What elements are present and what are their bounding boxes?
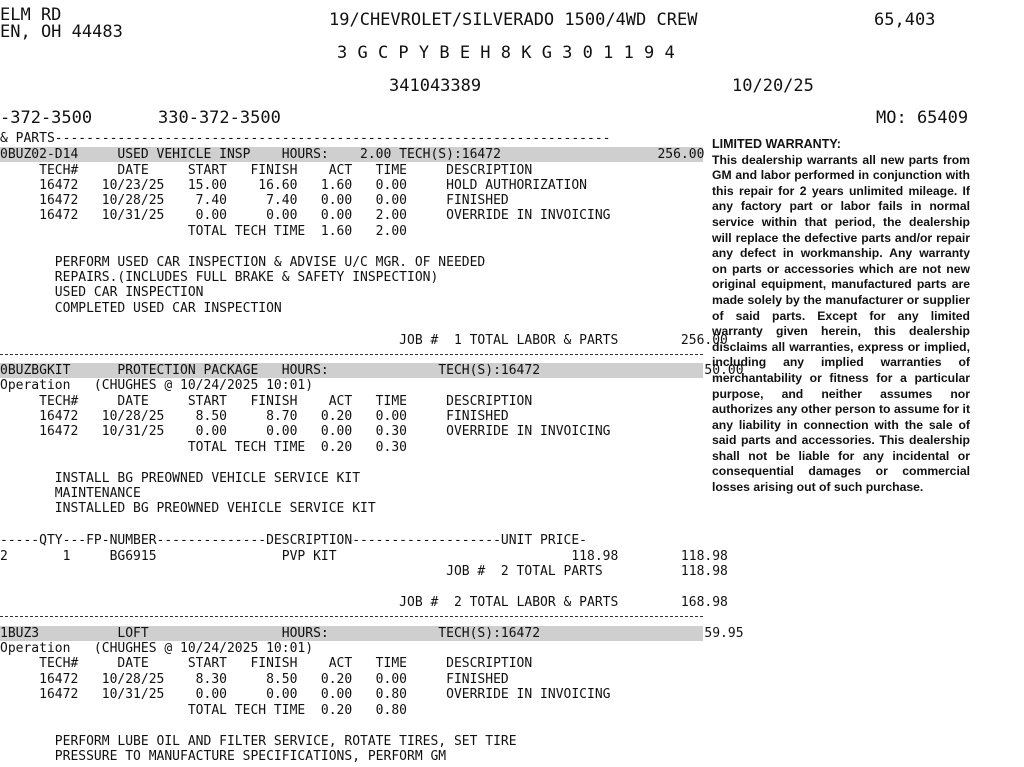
job-1-description: USED CAR INSPECTION (0, 285, 204, 300)
job-3-total-tech-time: TOTAL TECH TIME 0.20 0.80 (0, 703, 407, 718)
warranty-body: This dealership warrants all new parts from GM and labor performed in conjunction with this repair for 2 years unlimited mileage. If any factory part or labor fails in normal service within that period, the dealership will replace the defective parts and/or repair any defect in workmanship. Any warranty on parts or accessories which are not new original equipment, manufactured parts are made solely by the manufacturer or supplier of said parts. Except for any limited warranty given herein, this dealership disclaims all warranties, express or implied, including any implied warranties of merchantability or fitness for a particular purpose, and neither assumes nor authorizes any other person to assume for it any liability in connection with the sale of said parts and accessories. This dealership shall not be liable for any incidental or consequential damages or commercial losses arising out of such purchase. (712, 152, 970, 495)
job-2-description: INSTALLED BG PREOWNED VEHICLE SERVICE KIT (0, 501, 376, 516)
job-3-description: PERFORM LUBE OIL AND FILTER SERVICE, ROTATE TIRES, SET TIRE (0, 734, 517, 749)
job-2-description: MAINTENANCE (0, 486, 141, 501)
warranty-title: LIMITED WARRANTY: (712, 137, 841, 151)
job-2-total-parts: JOB # 2 TOTAL PARTS 118.98 (0, 564, 728, 579)
labor-parts-section-header: & PARTS----------------------------------------------------------------------- (0, 131, 611, 146)
ro-date: 10/20/25 (732, 76, 814, 96)
job-3-operation: Operation (CHUGHES @ 10/24/2025 10:01) (0, 641, 314, 656)
job-2-tech-row: 16472 10/31/25 0.00 0.00 0.00 0.30 OVERRIDE IN INVOICING (0, 424, 611, 439)
job-1-description: REPAIRS.(INCLUDES FULL BRAKE & SAFETY INSPECTION) (0, 270, 439, 285)
job-2-column-headers: TECH# DATE START FINISH ACT TIME DESCRIPTION (0, 394, 533, 409)
job-3-header: 1BUZ3 LOFT HOURS: TECH(S):16472 59.95 (0, 626, 744, 641)
job-1-tech-row: 16472 10/31/25 0.00 0.00 0.00 2.00 OVERRIDE IN INVOICING (0, 208, 611, 223)
job-1-description: COMPLETED USED CAR INSPECTION (0, 301, 282, 316)
job-3-tech-row: 16472 10/31/25 0.00 0.00 0.00 0.80 OVERRIDE IN INVOICING (0, 687, 611, 702)
vehicle-description: 19/CHEVROLET/SILVERADO 1500/4WD CREW (329, 10, 698, 30)
ro-number: 341043389 (389, 76, 482, 96)
phone-1: -372-3500 (0, 108, 93, 128)
job-1-total: JOB # 1 TOTAL LABOR & PARTS 256.00 (0, 333, 728, 348)
divider (0, 354, 703, 355)
job-3-description: PRESSURE TO MANUFACTURE SPECIFICATIONS, PERFORM GM (0, 749, 447, 764)
limited-warranty (712, 137, 970, 496)
address-line-1: ELM RD (0, 5, 62, 25)
job-1-header: 0BUZ02-D14 USED VEHICLE INSP HOURS: 2.00 TECH(S):16472 256.00 (0, 147, 705, 162)
job-3-column-headers: TECH# DATE START FINISH ACT TIME DESCRIPTION (0, 656, 533, 671)
job-2-tech-row: 16472 10/28/25 8.50 8.70 0.20 0.00 FINISHED (0, 409, 509, 424)
phone-2: 330-372-3500 (158, 108, 281, 128)
job-1-tech-row: 16472 10/28/25 7.40 7.40 0.00 0.00 FINISHED (0, 193, 509, 208)
parts-column-headers: -----QTY---FP-NUMBER--------------DESCRIPTION-------------------UNIT PRICE- (0, 533, 587, 548)
job-3-tech-row: 16472 10/28/25 8.30 8.50 0.20 0.00 FINISHED (0, 672, 509, 687)
job-2-header: 0BUZBGKIT PROTECTION PACKAGE HOURS: TECH(S):16472 50.00 (0, 363, 744, 378)
mileage: 65,403 (874, 10, 936, 30)
job-2-operation: Operation (CHUGHES @ 10/24/2025 10:01) (0, 378, 314, 393)
address-line-2: EN, OH 44483 (0, 22, 123, 42)
job-1-column-headers: TECH# DATE START FINISH ACT TIME DESCRIPTION (0, 163, 533, 178)
job-2-total: JOB # 2 TOTAL LABOR & PARTS 168.98 (0, 595, 728, 610)
job-1-total-tech-time: TOTAL TECH TIME 1.60 2.00 (0, 224, 407, 239)
parts-row: 2 1 BG6915 PVP KIT 118.98 118.98 (0, 549, 728, 564)
vin: 3 G C P Y B E H 8 K G 3 0 1 1 9 4 (337, 43, 675, 63)
job-1-description: PERFORM USED CAR INSPECTION & ADVISE U/C MGR. OF NEEDED (0, 255, 486, 270)
divider (0, 616, 703, 617)
job-2-description: INSTALL BG PREOWNED VEHICLE SERVICE KIT (0, 471, 361, 486)
job-2-total-tech-time: TOTAL TECH TIME 0.20 0.30 (0, 440, 407, 455)
job-1-tech-row: 16472 10/23/25 15.00 16.60 1.60 0.00 HOLD AUTHORIZATION (0, 178, 587, 193)
mo-number: MO: 65409 (876, 108, 969, 128)
